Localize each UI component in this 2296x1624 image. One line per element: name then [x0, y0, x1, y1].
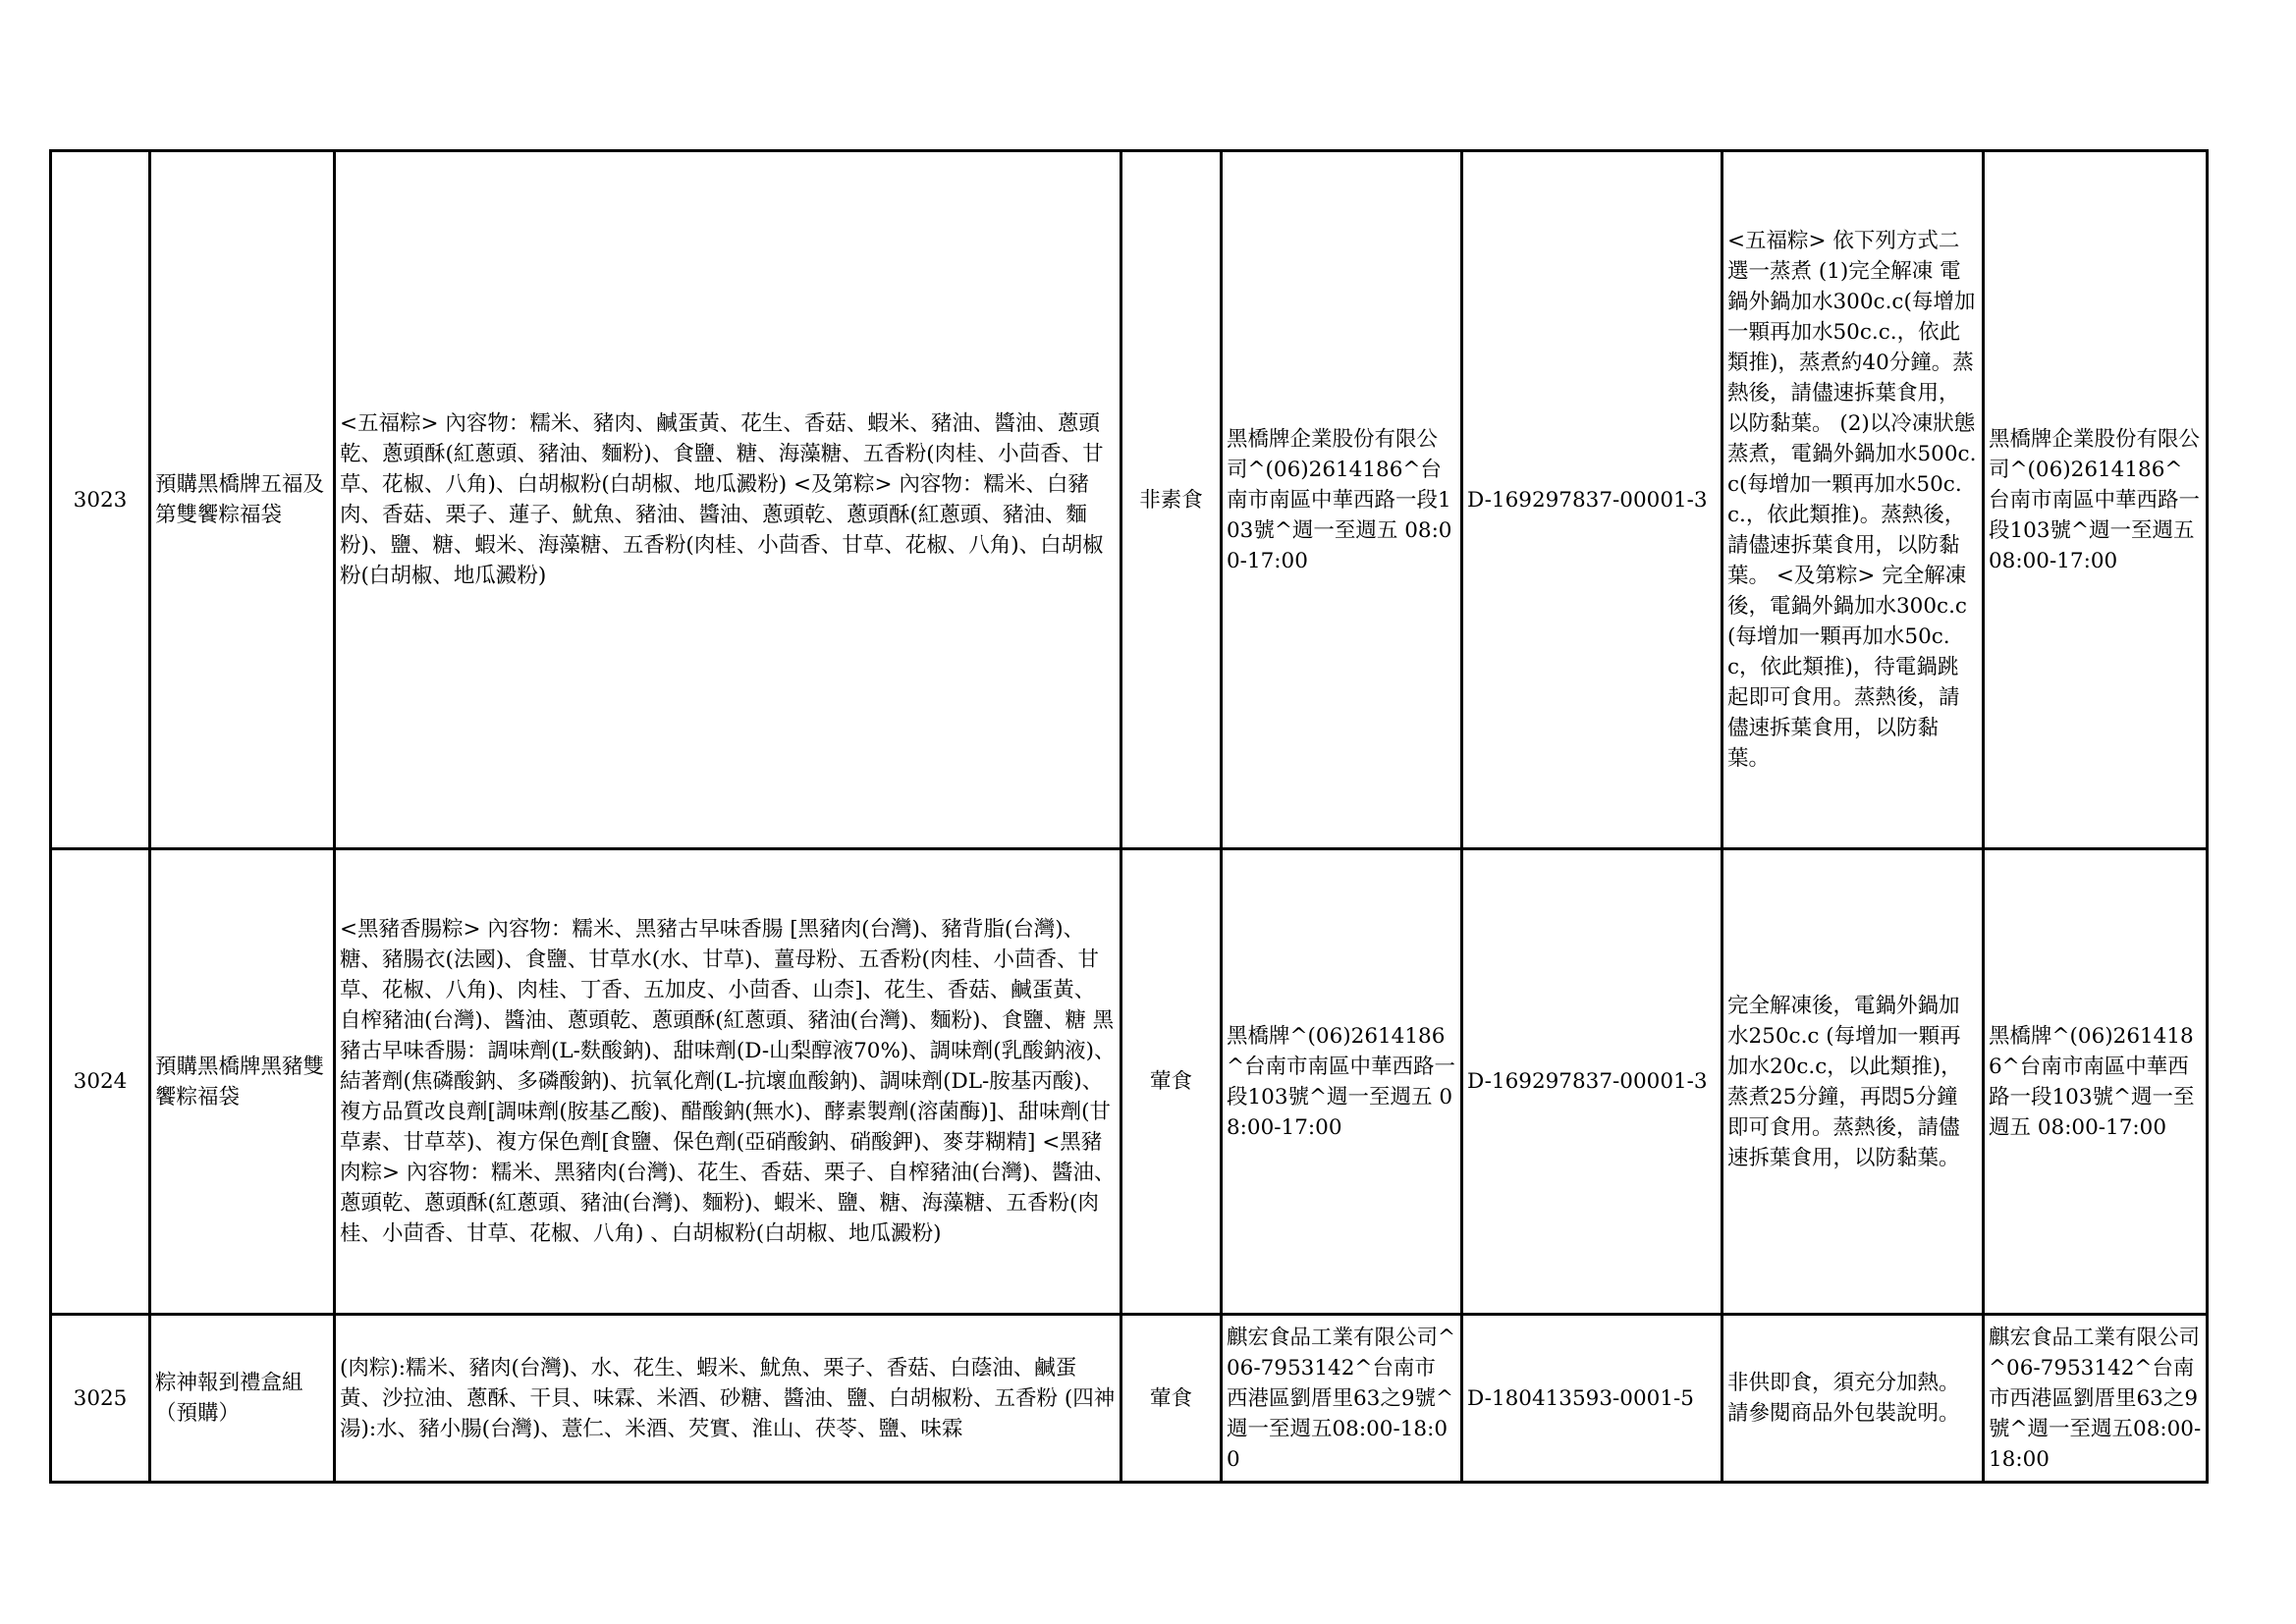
customer-service: 黑橋牌^(06)2614186^台南市南區中華西路一段103號^週一至週五 08:00-17:00 [1984, 849, 2208, 1315]
manufacturer: 黑橋牌企業股份有限公司^(06)2614186^台南市南區中華西路一段103號^週一至週五 08:00-17:00 [1222, 151, 1462, 849]
ingredients: <黑豬香腸粽> 內容物：糯米、黑豬古早味香腸 [黑豬肉(台灣)、豬背脂(台灣)、糖、豬腸衣(法國)、食鹽、甘草水(水、甘草)、薑母粉、五香粉(肉桂、小茴香、甘草、花椒、八角)、肉桂、丁香、五加皮、小茴香、山柰]、花生、香菇、鹹蛋黃、自榨豬油(台灣)、醬油、蔥頭乾、蔥頭酥(紅蔥頭、豬油(台灣)、麵粉)、食鹽、糖 黑豬古早味香腸：調味劑(L-麩酸鈉)、甜味劑(D-山梨醇液70%)、調味劑(乳酸鈉液)、結著劑(焦磷酸鈉、多磷酸鈉)、抗氧化劑(L-抗壞血酸鈉)、調味劑(DL-胺基丙酸)、複方品質改良劑[調味劑(胺基乙酸)、醋酸鈉(無水)、酵素製劑(溶菌酶)]、甜味劑(甘草素、甘草萃)、複方保色劑[食鹽、保色劑(亞硝酸鈉、硝酸鉀)、麥芽糊精] <黑豬肉粽> 內容物：糯米、黑豬肉(台灣)、花生、香菇、栗子、自榨豬油(台灣)、醬油、蔥頭乾、蔥頭酥(紅蔥頭、豬油(台灣)、麵粉)、蝦米、鹽、糖、海藻糖、五香粉(肉桂、小茴香、甘草、花椒、八角) 、白胡椒粉(白胡椒、地瓜澱粉) [335, 849, 1121, 1315]
customer-service: 麒宏食品工業有限公司^06-7953142^台南市西港區劉厝里63之9號^週一至週五08:00-18:00 [1984, 1315, 2208, 1483]
item-number: 3023 [51, 151, 150, 849]
food-type: 葷食 [1121, 1315, 1222, 1483]
preparation-instructions: 完全解凍後，電鍋外鍋加水250c.c (每增加一顆再加水20c.c，以此類推)，蒸煮25分鐘，再悶5分鐘即可食用。蒸熱後，請儘速拆葉食用，以防黏葉。 [1722, 849, 1984, 1315]
registration-number: D-180413593-0001-5 [1462, 1315, 1722, 1483]
table-row [51, 151, 2208, 849]
ingredients: (肉粽):糯米、豬肉(台灣)、水、花生、蝦米、魷魚、栗子、香菇、白蔭油、鹹蛋黃、沙拉油、蔥酥、干貝、味霖、米酒、砂糖、醬油、鹽、白胡椒粉、五香粉 (四神湯):水、豬小腸(台灣)、薏仁、米酒、芡實、淮山、茯苓、鹽、味霖 [335, 1315, 1121, 1483]
product-name: 預購黑橋牌黑豬雙饗粽福袋 [150, 849, 335, 1315]
product-table [49, 149, 2209, 1484]
item-number: 3024 [51, 849, 150, 1315]
food-type: 葷食 [1121, 849, 1222, 1315]
manufacturer: 麒宏食品工業有限公司^06-7953142^台南市西港區劉厝里63之9號^週一至週五08:00-18:00 [1222, 1315, 1462, 1483]
manufacturer: 黑橋牌^(06)2614186^台南市南區中華西路一段103號^週一至週五 08:00-17:00 [1222, 849, 1462, 1315]
ingredients: <五福粽> 內容物：糯米、豬肉、鹹蛋黃、花生、香菇、蝦米、豬油、醬油、蔥頭乾、蔥頭酥(紅蔥頭、豬油、麵粉)、食鹽、糖、海藻糖、五香粉(肉桂、小茴香、甘草、花椒、八角)、白胡椒粉(白胡椒、地瓜澱粉) <及第粽> 內容物：糯米、白豬肉、香菇、栗子、蓮子、魷魚、豬油、醬油、蔥頭乾、蔥頭酥(紅蔥頭、豬油、麵粉)、鹽、糖、蝦米、海藻糖、五香粉(肉桂、小茴香、甘草、花椒、八角)、白胡椒粉(白胡椒、地瓜澱粉) [335, 151, 1121, 849]
registration-number: D-169297837-00001-3 [1462, 151, 1722, 849]
table-row [51, 849, 2208, 1315]
product-name: 粽神報到禮盒組（預購） [150, 1315, 335, 1483]
registration-number: D-169297837-00001-3 [1462, 849, 1722, 1315]
preparation-instructions: 非供即食，須充分加熱。請參閱商品外包裝說明。 [1722, 1315, 1984, 1483]
food-type: 非素食 [1121, 151, 1222, 849]
product-name: 預購黑橋牌五福及第雙饗粽福袋 [150, 151, 335, 849]
customer-service: 黑橋牌企業股份有限公司^(06)2614186^台南市南區中華西路一段103號^週一至週五08:00-17:00 [1984, 151, 2208, 849]
table-row [51, 1315, 2208, 1483]
preparation-instructions: <五福粽> 依下列方式二選一蒸煮 (1)完全解凍 電鍋外鍋加水300c.c(每增加一顆再加水50c.c.，依此類推)，蒸煮約40分鐘。蒸熱後，請儘速拆葉食用，以防黏葉。 (2)以冷凍狀態蒸煮，電鍋外鍋加水500c.c(每增加一顆再加水50c.c.，依此類推)。蒸熱後，請儘速拆葉食用，以防黏葉。 <及第粽> 完全解凍後，電鍋外鍋加水300c.c(每增加一顆再加水50c.c，依此類推)，待電鍋跳起即可食用。蒸熱後，請儘速拆葉食用，以防黏葉。 [1722, 151, 1984, 849]
item-number: 3025 [51, 1315, 150, 1483]
